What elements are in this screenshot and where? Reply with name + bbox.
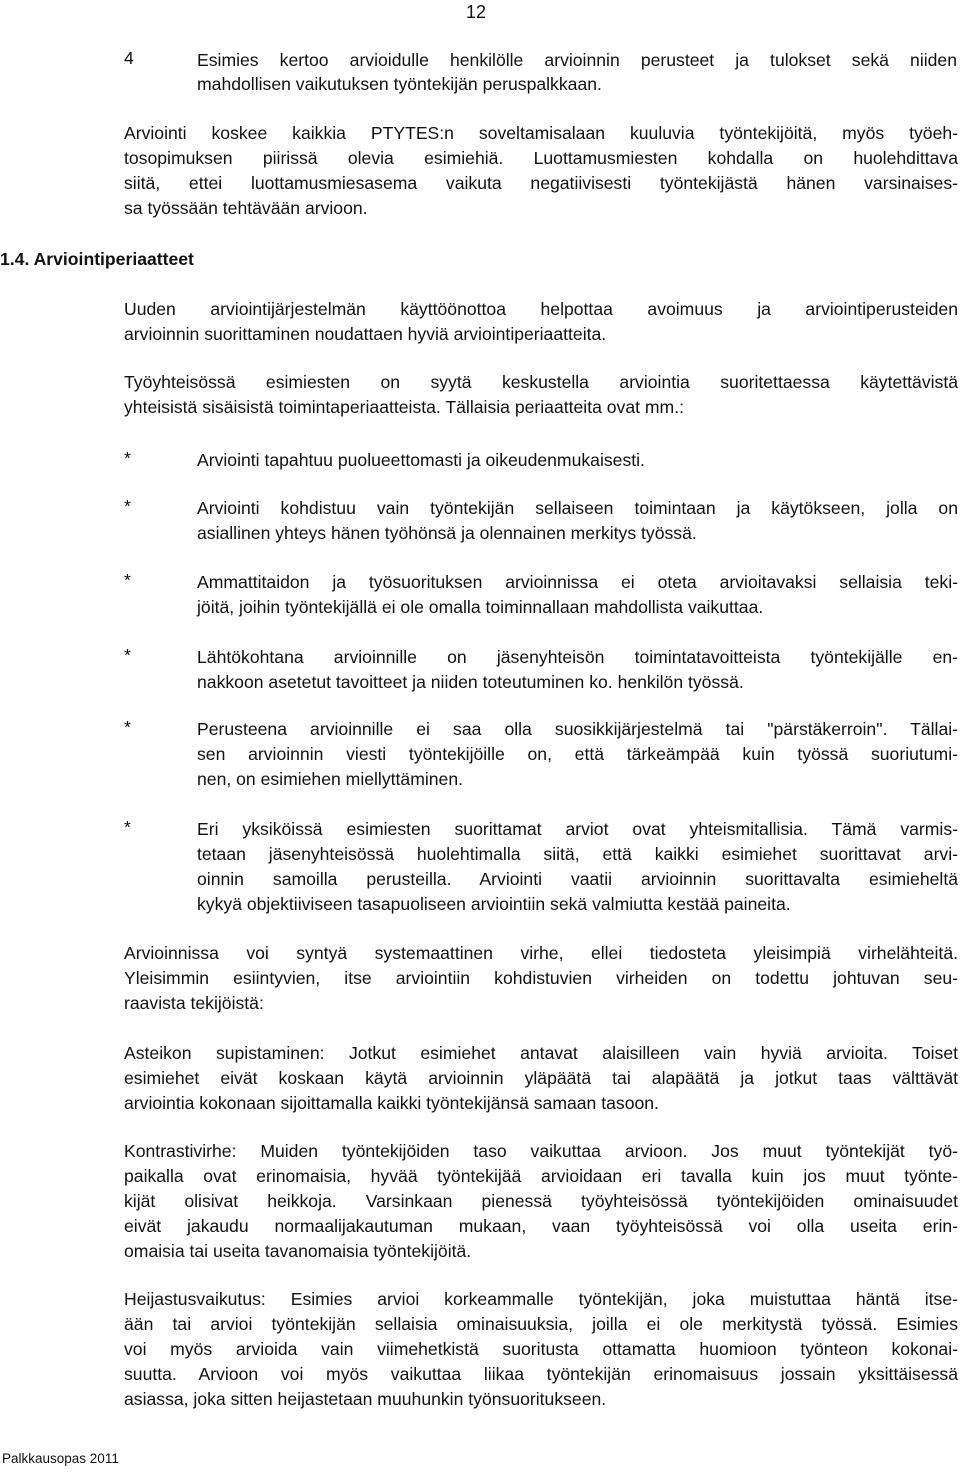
bullet-marker: * [124,496,131,516]
text-line: tetaan jäsenyhteisössä huolehtimalla siitä, että kaikki esimiehet suorittavat arvi- [197,844,958,864]
text-line: Eri yksiköissä esimiesten suorittamat arviot ovat yhteismitallisia. Tämä varmis- [197,819,958,839]
bullet-item [197,817,958,917]
text-line: tosopimuksen piirissä olevia esimiehiä. Luottamusmiesten kohdalla on huolehdittava [124,148,958,168]
text-line: raavista tekijöistä: [124,993,264,1013]
text-line: Heijastusvaikutus: Esimies arvioi korkeammalle työntekijän, joka muistuttaa häntä itse- [124,1289,958,1309]
text-line: sa työssään tehtävään arvioon. [124,198,368,218]
paragraph [124,1139,958,1264]
text-line: Lähtökohtana arvioinnille on jäsenyhteisön toimintatavoitteista työntekijälle en- [197,647,958,667]
text-line: siitä, ettei luottamusmiesasema vaikuta negatiivisesti työntekijästä hänen varsinaises- [124,173,958,193]
intro-paragraph [124,121,958,221]
bullet-item [197,448,958,473]
text-line: Arviointi koskee kaikkia PTYTES:n soveltamisalaan kuuluvia työntekijöitä, myös työeh- [124,123,958,143]
text-line: arvioinnin suorittaminen noudattaen hyviä arviointiperiaatteita. [124,324,607,344]
bullet-marker: * [124,570,131,590]
text-line: esimiehet eivät koskaan käytä arvioinnin yläpäätä tai alapäätä ja jotkut taas välttävät [124,1068,958,1088]
text-line: arviointia kokonaan sijoittamalla kaikki työntekijänsä samaan tasoon. [124,1093,659,1113]
paragraph [124,1041,958,1116]
bullet-item [197,570,958,620]
text-line: Kontrastivirhe: Muiden työntekijöiden taso vaikuttaa arvioon. Jos muut työntekijät työ- [124,1141,958,1161]
text-line: asiassa, joka sitten heijastetaan muuhunkin työnsuoritukseen. [124,1389,607,1409]
text-line: Uuden arviointijärjestelmän käyttöönottoa helpottaa avoimuus ja arviointiperusteiden [124,299,958,319]
text-line: Arviointi tapahtuu puolueettomasti ja oikeudenmukaisesti. [197,450,645,470]
bullet-item [197,645,958,695]
text-line: kijät olisivat heikkoja. Varsinkaan pienessä työyhteisössä työntekijöiden ominaisuudet [124,1191,958,1211]
paragraph [124,370,958,420]
paragraph [124,297,958,347]
text-line: Ammattitaidon ja työsuorituksen arvioinnissa ei oteta arvioitavaksi sellaisia teki- [197,572,958,592]
text-line: Esimies kertoo arvioidulle henkilölle arvioinnin perusteet ja tulokset sekä niiden [197,50,957,70]
text-line: oinnin samoilla perusteilla. Arviointi vaatii arvioinnin suorittavalta esimieheltä [197,869,958,889]
bullet-item [197,717,958,792]
bullet-marker: * [124,645,131,665]
text-line: Työyhteisössä esimiesten on syytä keskustella arviointia suoritettaessa käytettävistä [124,372,958,392]
text-line: nen, on esimiehen miellyttäminen. [197,769,464,789]
text-line: Yleisimmin esiintyvien, itse arviointiin kohdistuvien virheiden on todettu johtuvan seu- [124,968,958,988]
list-item-text [197,48,957,96]
text-line: Perusteena arvioinnille ei saa olla suosikkijärjestelmä tai "pärstäkerroin". Tällai- [197,719,958,739]
bullet-marker: * [124,717,131,737]
paragraph [124,1287,958,1412]
text-line: paikalla ovat erinomaisia, hyvää työntekijää arvioidaan eri tavalla kuin jos muut työnte- [124,1166,958,1186]
text-line: jöitä, joihin työntekijällä ei ole omalla toiminnallaan mahdollista vaikuttaa. [197,597,764,617]
text-line: voi myös arvioida vain viimehetkistä suoritusta ottamatta huomioon työnteon kokonai- [124,1339,958,1359]
text-line: nakkoon asetetut tavoitteet ja niiden toteutuminen ko. henkilön työssä. [197,672,744,692]
text-line: omaisia tai useita tavanomaisia työntekijöitä. [124,1241,472,1261]
text-line: mahdollisen vaikutuksen työntekijän peruspalkkaan. [197,74,602,94]
text-line: kykyä objektiiviseen tasapuoliseen arviointiin sekä valmiutta kestää paineita. [197,894,791,914]
text-line: Asteikon supistaminen: Jotkut esimiehet antavat alaisilleen vain hyviä arvioita. Toiset [124,1043,958,1063]
text-line: sen arvioinnin viesti työntekijöille on, että tärkeämpää kuin työssä suoriutumi- [197,744,958,764]
text-line: asiallinen yhteys hänen työhönsä ja olennainen merkitys työssä. [197,523,697,543]
bullet-item [197,496,958,546]
list-item-number: 4 [124,48,134,68]
page-number: 12 [466,2,487,22]
text-line: Arvioinnissa voi syntyä systemaattinen virhe, ellei tiedosteta yleisimpiä virhelähteitä. [124,943,958,963]
bullet-marker: * [124,817,131,837]
text-line: yhteisistä sisäisistä toimintaperiaatteista. Tällaisia periaatteita ovat mm.: [124,397,684,417]
text-line: suutta. Arvioon voi myös vaikuttaa liikaa työntekijän erinomaisuus jossain yksittäisessä [124,1364,958,1384]
paragraph [124,941,958,1016]
bullet-marker: * [124,448,131,468]
section-heading: 1.4. Arviointiperiaatteet [0,249,194,269]
text-line: eivät jakaudu normaalijakautuman mukaan, vaan työyhteisössä voi olla useita erin- [124,1216,958,1236]
text-line: ään tai arvioi työntekijän sellaisia ominaisuuksia, joilla ei ole merkitystä työssä. Esimies [124,1314,958,1334]
footer-text: Palkkausopas 2011 [2,1451,119,1466]
text-line: Arviointi kohdistuu vain työntekijän sellaiseen toimintaan ja käytökseen, jolla on [197,498,958,518]
